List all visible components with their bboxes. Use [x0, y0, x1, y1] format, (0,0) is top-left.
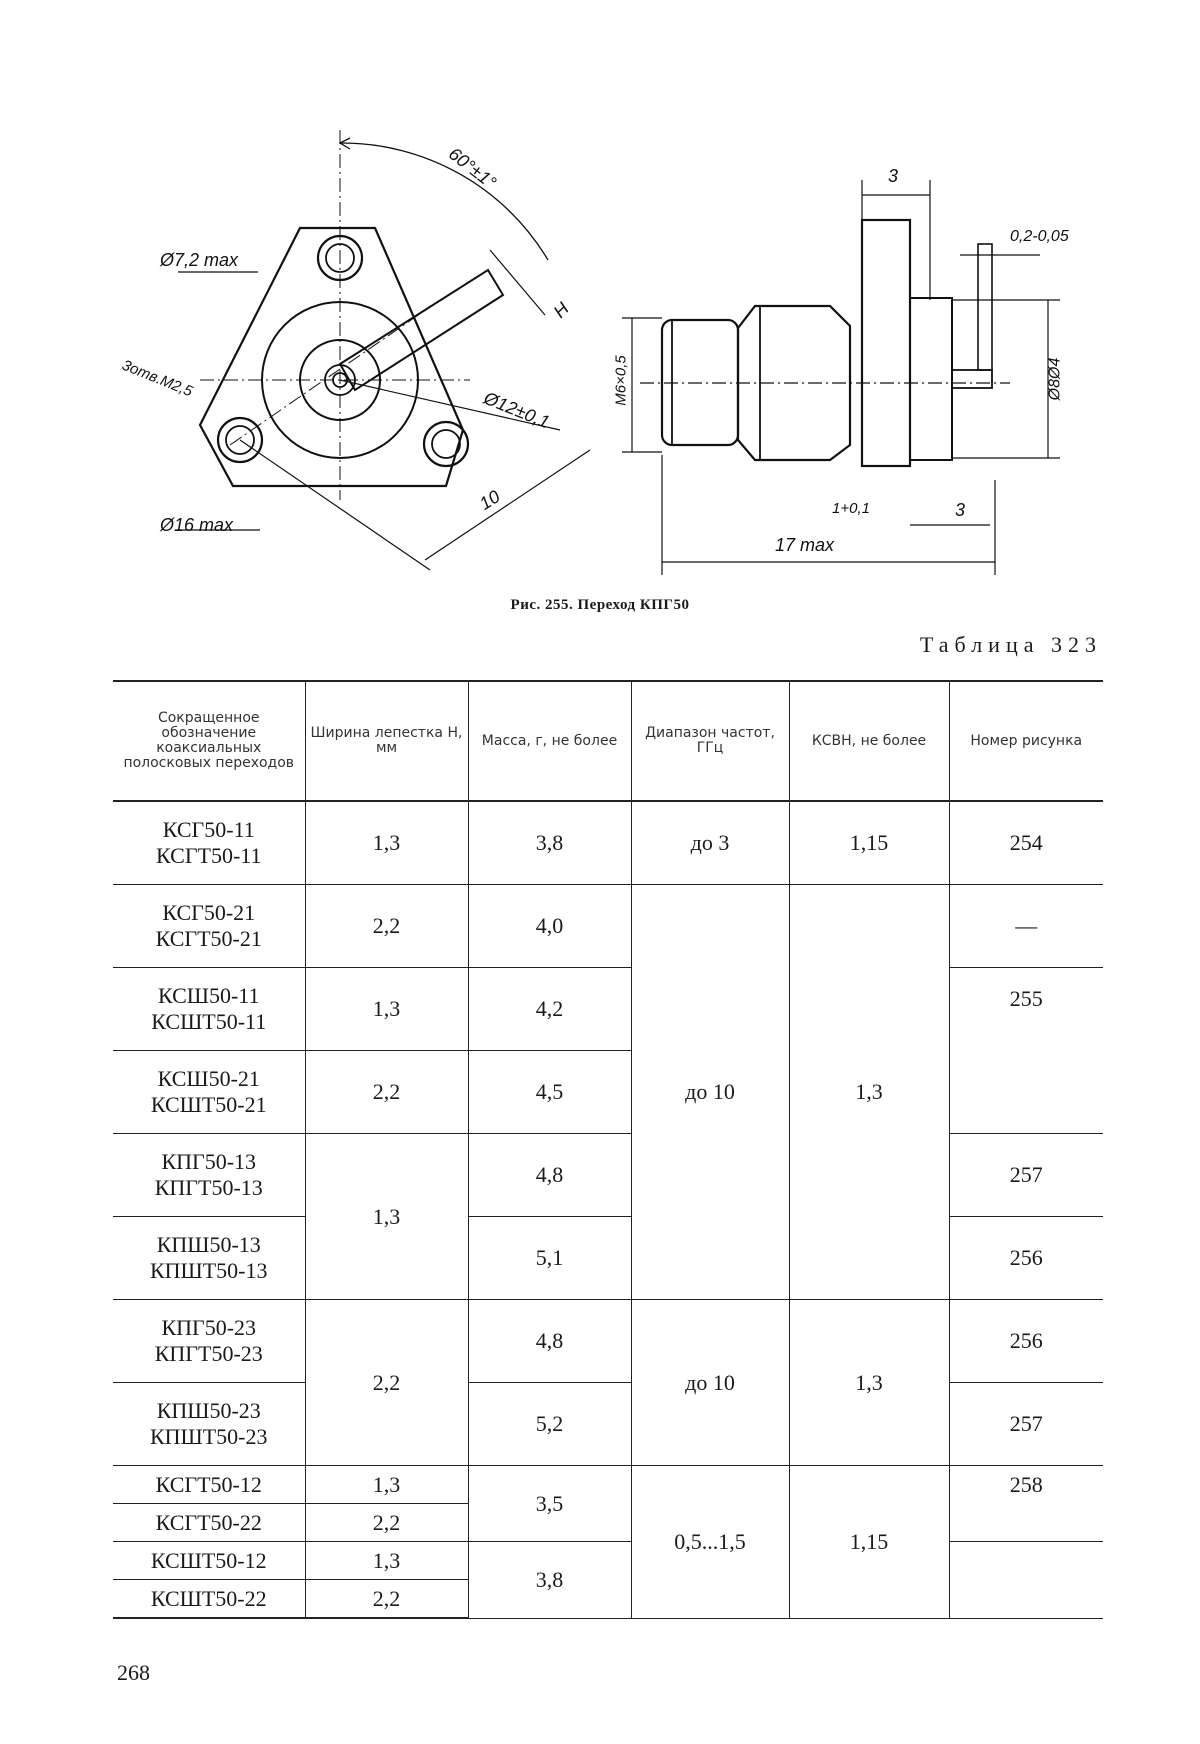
- width-cell: 2,2: [305, 1051, 468, 1134]
- mass-cell: 5,2: [468, 1383, 631, 1466]
- designation-cell: КСШТ50-12: [113, 1542, 305, 1580]
- table-row: [113, 1217, 1103, 1300]
- designation-cell: КПГ50-13 КПГТ50-13: [113, 1134, 305, 1217]
- figure-cell: 258: [949, 1466, 1103, 1542]
- width-cell: 1,3: [305, 1134, 468, 1300]
- figure-cell: 256: [949, 1217, 1103, 1300]
- mass-cell: 3,8: [468, 801, 631, 885]
- designation-cell: КСШ50-21 КСШТ50-21: [113, 1051, 305, 1134]
- tab-thickness-dim: 0,2-0,05: [1010, 228, 1069, 245]
- header-designation: Сокращенное обозначение коаксиальных полосковых переходов: [113, 681, 305, 801]
- mass-cell: 3,8: [468, 1542, 631, 1619]
- frequency-cell: до 3: [631, 801, 789, 885]
- ksvn-cell: 1,15: [789, 801, 949, 885]
- spec-table: [113, 680, 1103, 1619]
- designation-cell: КСШ50-11 КСШТ50-11: [113, 968, 305, 1051]
- overall-length-dim: 17 max: [775, 535, 835, 555]
- header-ksvn: КСВН, не более: [789, 681, 949, 801]
- length-dim: 10: [475, 486, 504, 514]
- designation-cell: КСШТ50-22: [113, 1580, 305, 1619]
- flange-thickness-dim: 3: [888, 166, 899, 186]
- flange-dia-dim: Ø8Ø4: [1046, 357, 1064, 401]
- header-width: Ширина лепестка H, мм: [305, 681, 468, 801]
- designation-cell: КСГ50-11 КСГТ50-11: [113, 801, 305, 885]
- center-dia-dim: Ø12±0,1: [480, 387, 553, 433]
- figure-cell: 257: [949, 1383, 1103, 1466]
- width-cell: 1,3: [305, 1466, 468, 1504]
- thread-dim: 3отв.М2,5: [119, 356, 196, 401]
- width-cell: 2,2: [305, 885, 468, 968]
- table-row: [113, 1466, 1103, 1504]
- figure-caption: Рис. 255. Переход КПГ50: [510, 597, 690, 613]
- width-cell: 2,2: [305, 1300, 468, 1466]
- header-figure: Номер рисунка: [949, 681, 1103, 801]
- header-frequency: Диапазон частот, ГГц: [631, 681, 789, 801]
- mass-cell: 4,8: [468, 1300, 631, 1383]
- designation-cell: КПШ50-23 КПШТ50-23: [113, 1383, 305, 1466]
- table-row: [113, 1134, 1103, 1217]
- designation-cell: КСГТ50-12: [113, 1466, 305, 1504]
- mass-cell: 4,5: [468, 1051, 631, 1134]
- frequency-cell: до 10: [631, 1300, 789, 1466]
- table-row: [113, 1383, 1103, 1466]
- width-cell: 1,3: [305, 968, 468, 1051]
- table-row: [113, 1542, 1103, 1580]
- technical-drawing: [0, 0, 1200, 620]
- table-row: [113, 885, 1103, 968]
- table-row: [113, 1300, 1103, 1383]
- thread-size-dim: М6×0,5: [612, 355, 630, 406]
- mass-cell: 4,8: [468, 1134, 631, 1217]
- designation-cell: КПГ50-23 КПГТ50-23: [113, 1300, 305, 1383]
- ksvn-cell: 1,15: [789, 1466, 949, 1619]
- width-cell: 1,3: [305, 1542, 468, 1580]
- mass-cell: 5,1: [468, 1217, 631, 1300]
- figure-cell: —: [949, 885, 1103, 968]
- frequency-cell: до 10: [631, 885, 789, 1300]
- ksvn-cell: 1,3: [789, 1300, 949, 1466]
- width-cell: 2,2: [305, 1504, 468, 1542]
- frequency-cell: 0,5...1,5: [631, 1466, 789, 1619]
- hole-dia-dim: Ø7,2 max: [160, 250, 239, 270]
- figure-cell: 257: [949, 1134, 1103, 1217]
- width-dim: H: [549, 298, 573, 322]
- header-mass: Масса, г, не более: [468, 681, 631, 801]
- designation-cell: КСГТ50-22: [113, 1504, 305, 1542]
- figure-cell: 255: [949, 968, 1103, 1134]
- ksvn-cell: 1,3: [789, 885, 949, 1300]
- designation-cell: КСГ50-21 КСГТ50-21: [113, 885, 305, 968]
- table-row: [113, 968, 1103, 1051]
- mass-cell: 4,2: [468, 968, 631, 1051]
- figure-cell: 254: [949, 801, 1103, 885]
- table-header-row: [113, 681, 1103, 801]
- figure-cell: [949, 1542, 1103, 1619]
- angle-dim: 60°±1°: [444, 143, 501, 193]
- mass-cell: 3,5: [468, 1466, 631, 1542]
- width-cell: 1,3: [305, 801, 468, 885]
- front-view: [175, 130, 590, 570]
- body-dia-dim: Ø16 max: [160, 515, 234, 535]
- figure-cell: 256: [949, 1300, 1103, 1383]
- width-cell: 2,2: [305, 1580, 468, 1619]
- tab-length-dim: 3: [955, 500, 966, 520]
- mass-cell: 4,0: [468, 885, 631, 968]
- page-number: 268: [117, 1660, 150, 1685]
- designation-cell: КПШ50-13 КПШТ50-13: [113, 1217, 305, 1300]
- table-label: Таблица 323: [919, 632, 1102, 657]
- table-row: [113, 801, 1103, 885]
- offset-dim: 1+0,1: [832, 500, 870, 517]
